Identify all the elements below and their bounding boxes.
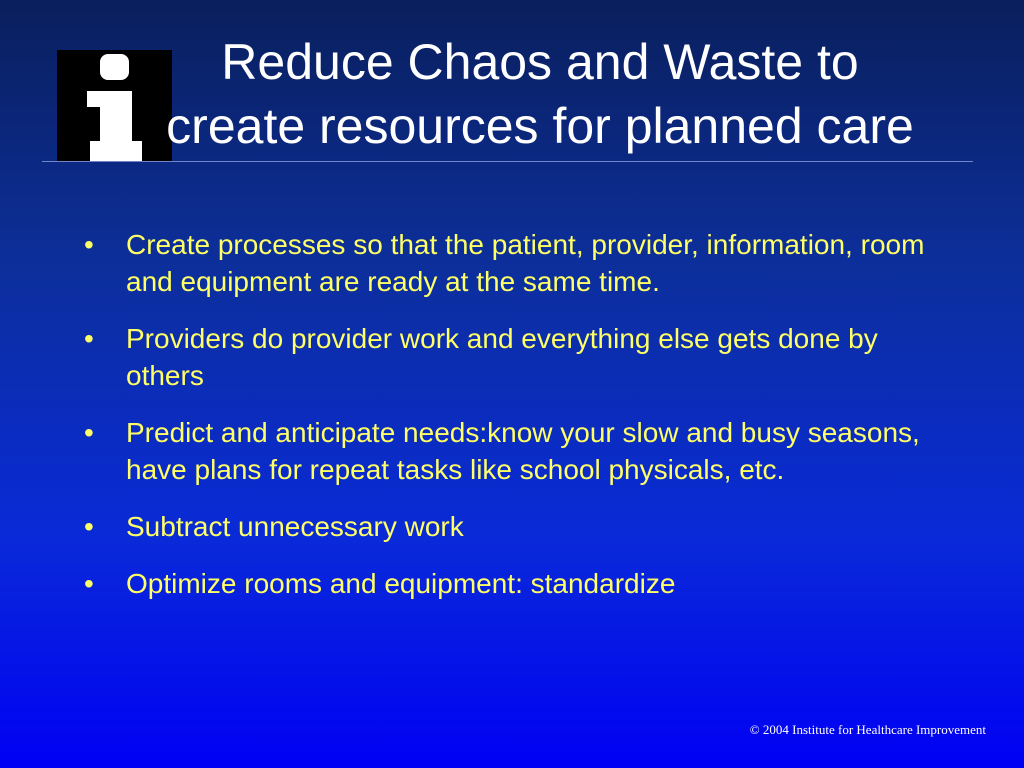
bullet-text: Predict and anticipate needs:know your slow and busy seasons, have plans for repeat tasks like school physicals, etc.: [126, 417, 920, 485]
bullet-marker: •: [84, 323, 94, 354]
bullet-item: [82, 565, 962, 602]
bullet-text: Optimize rooms and equipment: standardize: [126, 568, 676, 599]
bullet-item: [82, 414, 962, 488]
copyright-footer: © 2004 Institute for Healthcare Improvement: [749, 722, 986, 737]
bullet-item: [82, 508, 962, 545]
bullet-text: Create processes so that the patient, provider, information, room and equipment are ready at the same time.: [126, 229, 925, 297]
slide-title: [90, 30, 990, 158]
title-divider: [42, 161, 973, 162]
slide-title-line-2: create resources for planned care: [166, 98, 914, 154]
bullet-marker: •: [84, 511, 94, 542]
bullet-text: Subtract unnecessary work: [126, 511, 464, 542]
bullet-item: [82, 320, 962, 394]
bullet-marker: •: [84, 417, 94, 448]
slide-title-line-1: Reduce Chaos and Waste to: [221, 34, 859, 90]
bullet-marker: •: [84, 568, 94, 599]
bullet-text: Providers do provider work and everything else gets done by others: [126, 323, 878, 391]
bullet-item: [82, 226, 962, 300]
bullet-list: [82, 226, 962, 622]
bullet-marker: •: [84, 229, 94, 260]
